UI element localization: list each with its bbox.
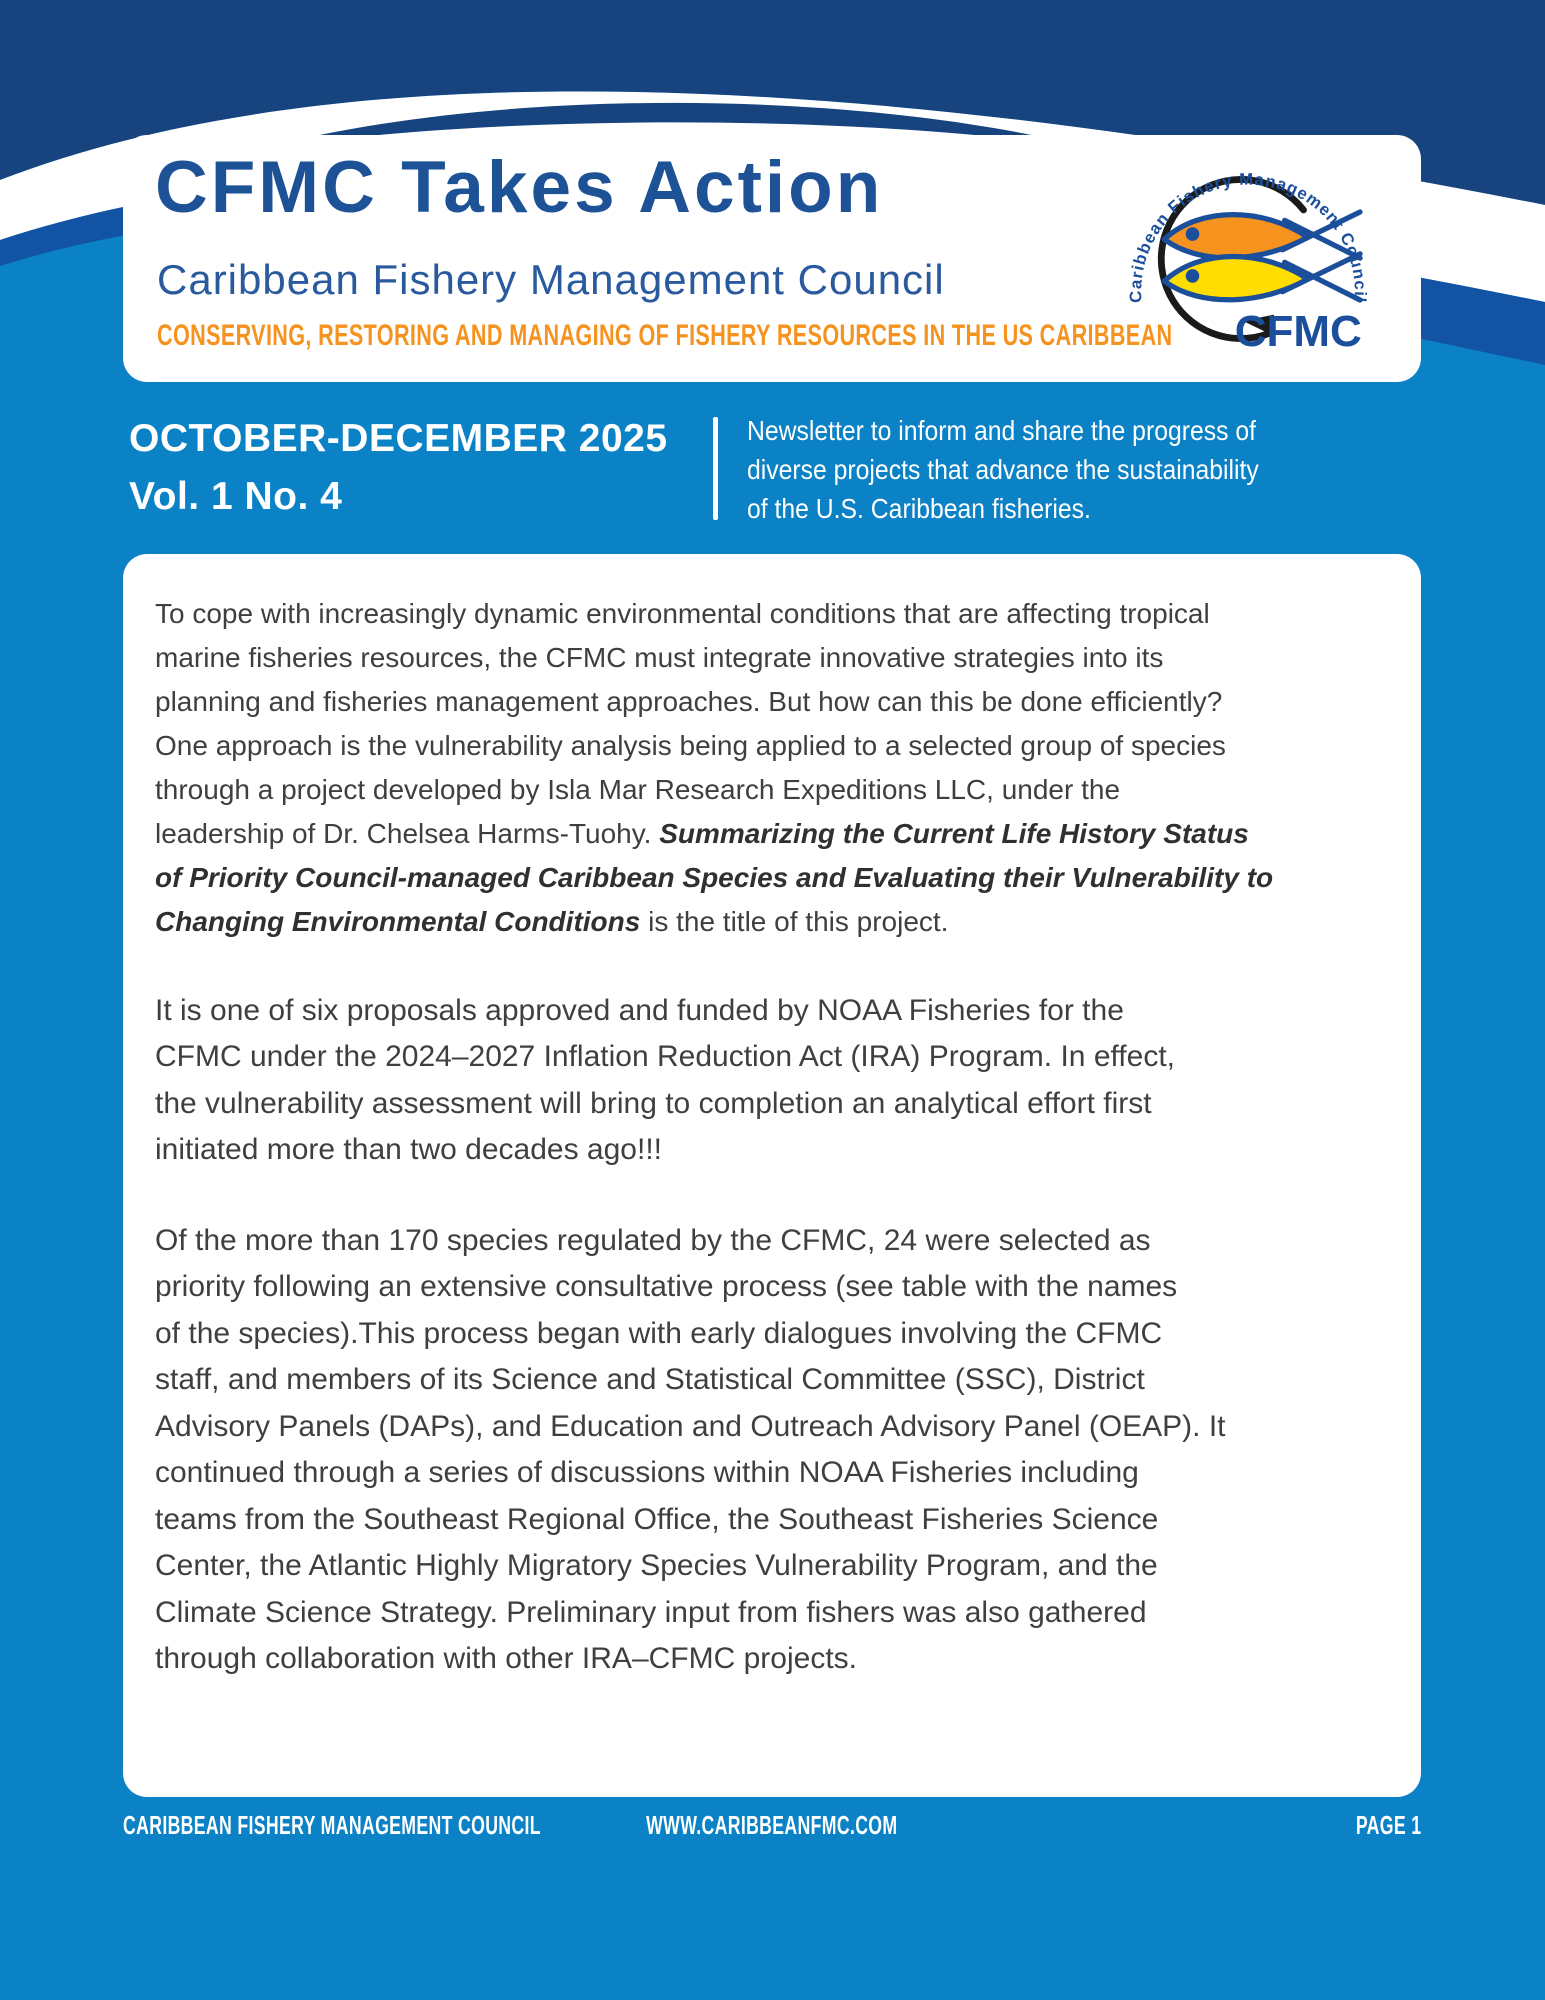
header-card [123,135,1421,382]
logo-fish-orange-eye [1186,227,1200,241]
footer-page-number-label: PAGE 1 [1355,1810,1421,1840]
issue-period: OCTOBER-DECEMBER 2025 [129,417,668,460]
paragraph-1-text: To cope with increasingly dynamic environmental conditions that are affecting tropical marine fisheries resources, the CFMC must integrate innovative strategies into its planning and fisheries management approaches. But how can this be done efficiently? One approach is the vulnerability analysis being applied to a selected group of species through a project developed by Isla Mar Research Expeditions LLC, under the leadership of Dr. Chelsea Harms-Tuohy. [155,598,1226,849]
issue-volume: Vol. 1 No. 4 [129,475,343,518]
page-title: CFMC Takes Action [155,147,884,228]
cfmc-logo-graphic [1117,145,1379,367]
project-title-emphasis: Summarizing the Current Life History Status of Priority Council-managed Caribbean Species and Evaluating their Vulnerability to Changing Environmental Conditions [155,817,1274,937]
cfmc-logo [1117,145,1379,367]
article-card [123,554,1421,1797]
issue-bar [123,395,1421,545]
issue-divider [713,417,718,520]
footer-url-label[interactable]: WWW.CARIBBEANFMC.COM [646,1810,898,1840]
article-paragraph-3: Of the more than 170 species regulated by the CFMC, 24 were selected as priority following an extensive consultative process (see table with the names of the species).This process began with early dialogues involving the CFMC staff, and members of its Science and Statistical Committee (SSC), District Advisory Panels (DAPs), and Education and Outreach Advisory Panel (OEAP). It continued through a series of discussions within NOAA Fisheries including teams from the Southeast Regional Office, the Southeast Fisheries Science Center, the Atlantic Highly Migratory Species Vulnerability Program, and the Climate Science Strategy. Preliminary input from fishers was also gathered through collaboration with other IRA–CFMC projects. [155,1223,1226,1676]
page-tagline: CONSERVING, RESTORING AND MANAGING OF FISHERY RESOURCES IN THE US CARIBBEAN [157,319,1173,352]
article-paragraph-2: It is one of six proposals approved and funded by NOAA Fisheries for the CFMC under the 2024–2027 Inflation Reduction Act (IRA) Program. In effect, the vulnerability assessment will bring to completion an analytical effort first initiated more than two decades ago!!! [155,993,1175,1167]
logo-fish-yellow-eye [1186,269,1200,283]
footer-organization-label: CARIBBEAN FISHERY MANAGEMENT COUNCIL [123,1810,541,1840]
page-subtitle: Caribbean Fishery Management Council [157,256,945,303]
logo-ring-text: Caribbean Fishery Management Council [1126,169,1370,304]
logo-acronym: CFMC [1234,307,1362,357]
article-paragraph-1 [155,592,1395,944]
article [155,592,1395,1683]
page-footer [123,1810,1421,1844]
issue-description: Newsletter to inform and share the progress of diverse projects that advance the sustainability of the U.S. Caribbean fisheries. [747,415,1259,525]
footer-page-number [123,1810,1421,1841]
paragraph-1-text-end: is the title of this project. [640,905,949,937]
